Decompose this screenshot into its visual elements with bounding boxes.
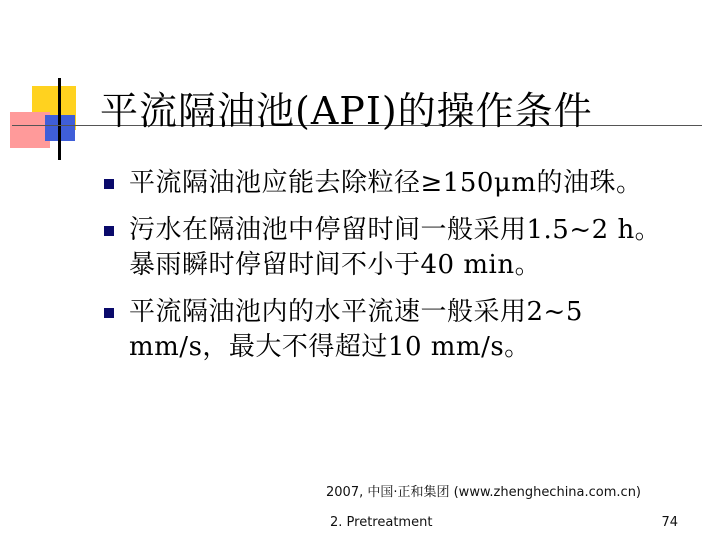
bullet-item <box>104 295 674 365</box>
bullet-text: 平流隔油池应能去除粒径≥150μm的油珠。 <box>129 168 643 198</box>
copyright-text: 2007, 中国·正和集团 (www.zhenghechina.com.cn) <box>326 485 642 500</box>
bullet-text: 平流隔油池内的水平流速一般采用2~5 mm/s，最大不得超过10 mm/s。 <box>129 297 583 362</box>
bullet-list <box>104 166 674 377</box>
logo-vertical-line <box>58 78 61 160</box>
bullet-square-icon <box>104 179 114 189</box>
bullet-item <box>104 213 674 283</box>
footer-section-label: 2. Pretreatment <box>330 515 433 530</box>
logo-pink-square <box>10 112 50 148</box>
bullet-item <box>104 166 674 201</box>
bullet-text: 污水在隔油池中停留时间一般采用1.5~2 h。暴雨瞬时停留时间不小于40 min。 <box>129 215 662 280</box>
slide-title: 平流隔油池(API)的操作条件 <box>100 89 593 133</box>
page-number: 74 <box>661 515 678 530</box>
bullet-square-icon <box>104 226 114 236</box>
bullet-square-icon <box>104 308 114 318</box>
